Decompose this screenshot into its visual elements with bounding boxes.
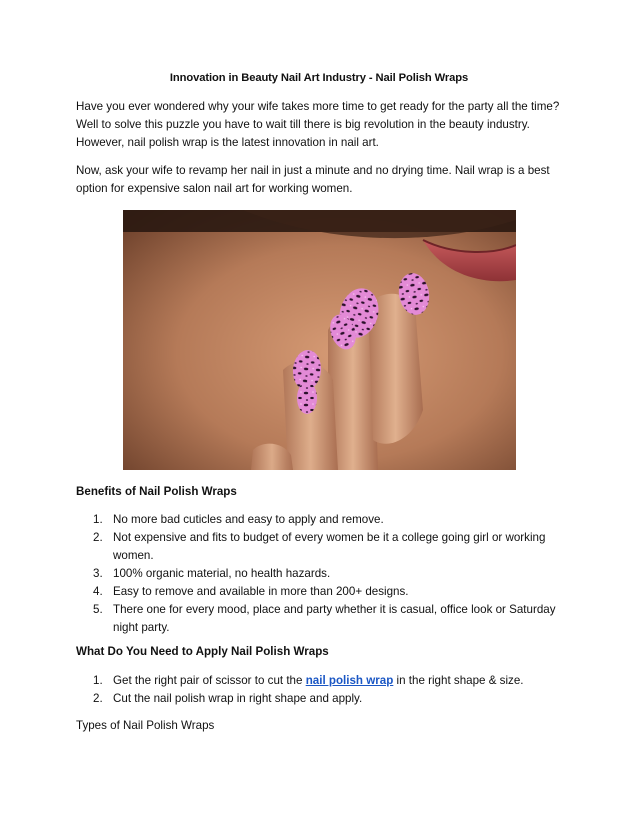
- list-number: 2.: [93, 692, 103, 705]
- list-text: night party.: [113, 621, 170, 634]
- list-text: women.: [113, 549, 154, 562]
- list-number: 1.: [93, 674, 103, 687]
- list-text: No more bad cuticles and easy to apply and remove.: [113, 513, 384, 526]
- needs-list: [76, 672, 596, 708]
- intro-line: Have you ever wondered why your wife takes more time to get ready for the party all the time?: [76, 100, 560, 113]
- list-text-after: in the right shape & size.: [393, 674, 524, 687]
- list-number: 1.: [93, 513, 103, 526]
- list-text-before: Get the right pair of scissor to cut the: [113, 674, 306, 687]
- second-line: Now, ask your wife to revamp her nail in just a minute and no drying time. Nail wrap is a best: [76, 164, 550, 177]
- second-line: option for expensive salon nail art for working women.: [76, 182, 353, 195]
- list-number: 5.: [93, 603, 103, 616]
- list-number: 2.: [93, 531, 103, 544]
- list-item: [76, 583, 596, 601]
- nail-wrap-photo: [123, 210, 516, 470]
- benefits-heading: Benefits of Nail Polish Wraps: [76, 485, 237, 498]
- page-title: Innovation in Beauty Nail Art Industry - Nail Polish Wraps: [169, 72, 469, 84]
- nail-polish-wrap-link[interactable]: nail polish wrap: [305, 674, 394, 687]
- intro-line: However, nail polish wrap is the latest innovation in nail art.: [76, 136, 379, 149]
- intro-line: Well to solve this puzzle you have to wait till there is big revolution in the beauty industry.: [76, 118, 530, 131]
- list-number: 4.: [93, 585, 103, 598]
- list-text: Cut the nail polish wrap in right shape and apply.: [113, 692, 363, 705]
- benefits-list: [76, 511, 596, 637]
- list-text: 100% organic material, no health hazards.: [113, 567, 331, 580]
- list-item: [76, 565, 596, 583]
- photo-illustration: [123, 210, 516, 470]
- list-item: [76, 511, 596, 529]
- types-line: Types of Nail Polish Wraps: [76, 719, 215, 732]
- list-item: [76, 601, 596, 637]
- second-paragraph: [76, 162, 576, 198]
- list-text: Easy to remove and available in more than 200+ designs.: [113, 585, 409, 598]
- list-item: [76, 690, 596, 708]
- list-number: 3.: [93, 567, 103, 580]
- list-text: Not expensive and fits to budget of every women be it a college going girl or working: [113, 531, 546, 544]
- list-text: There one for every mood, place and party whether it is casual, office look or Saturday: [113, 603, 556, 616]
- list-text: [113, 672, 596, 690]
- intro-paragraph: [76, 98, 576, 152]
- list-item: [76, 529, 596, 565]
- list-item: [76, 672, 596, 690]
- needs-heading: What Do You Need to Apply Nail Polish Wraps: [76, 645, 329, 658]
